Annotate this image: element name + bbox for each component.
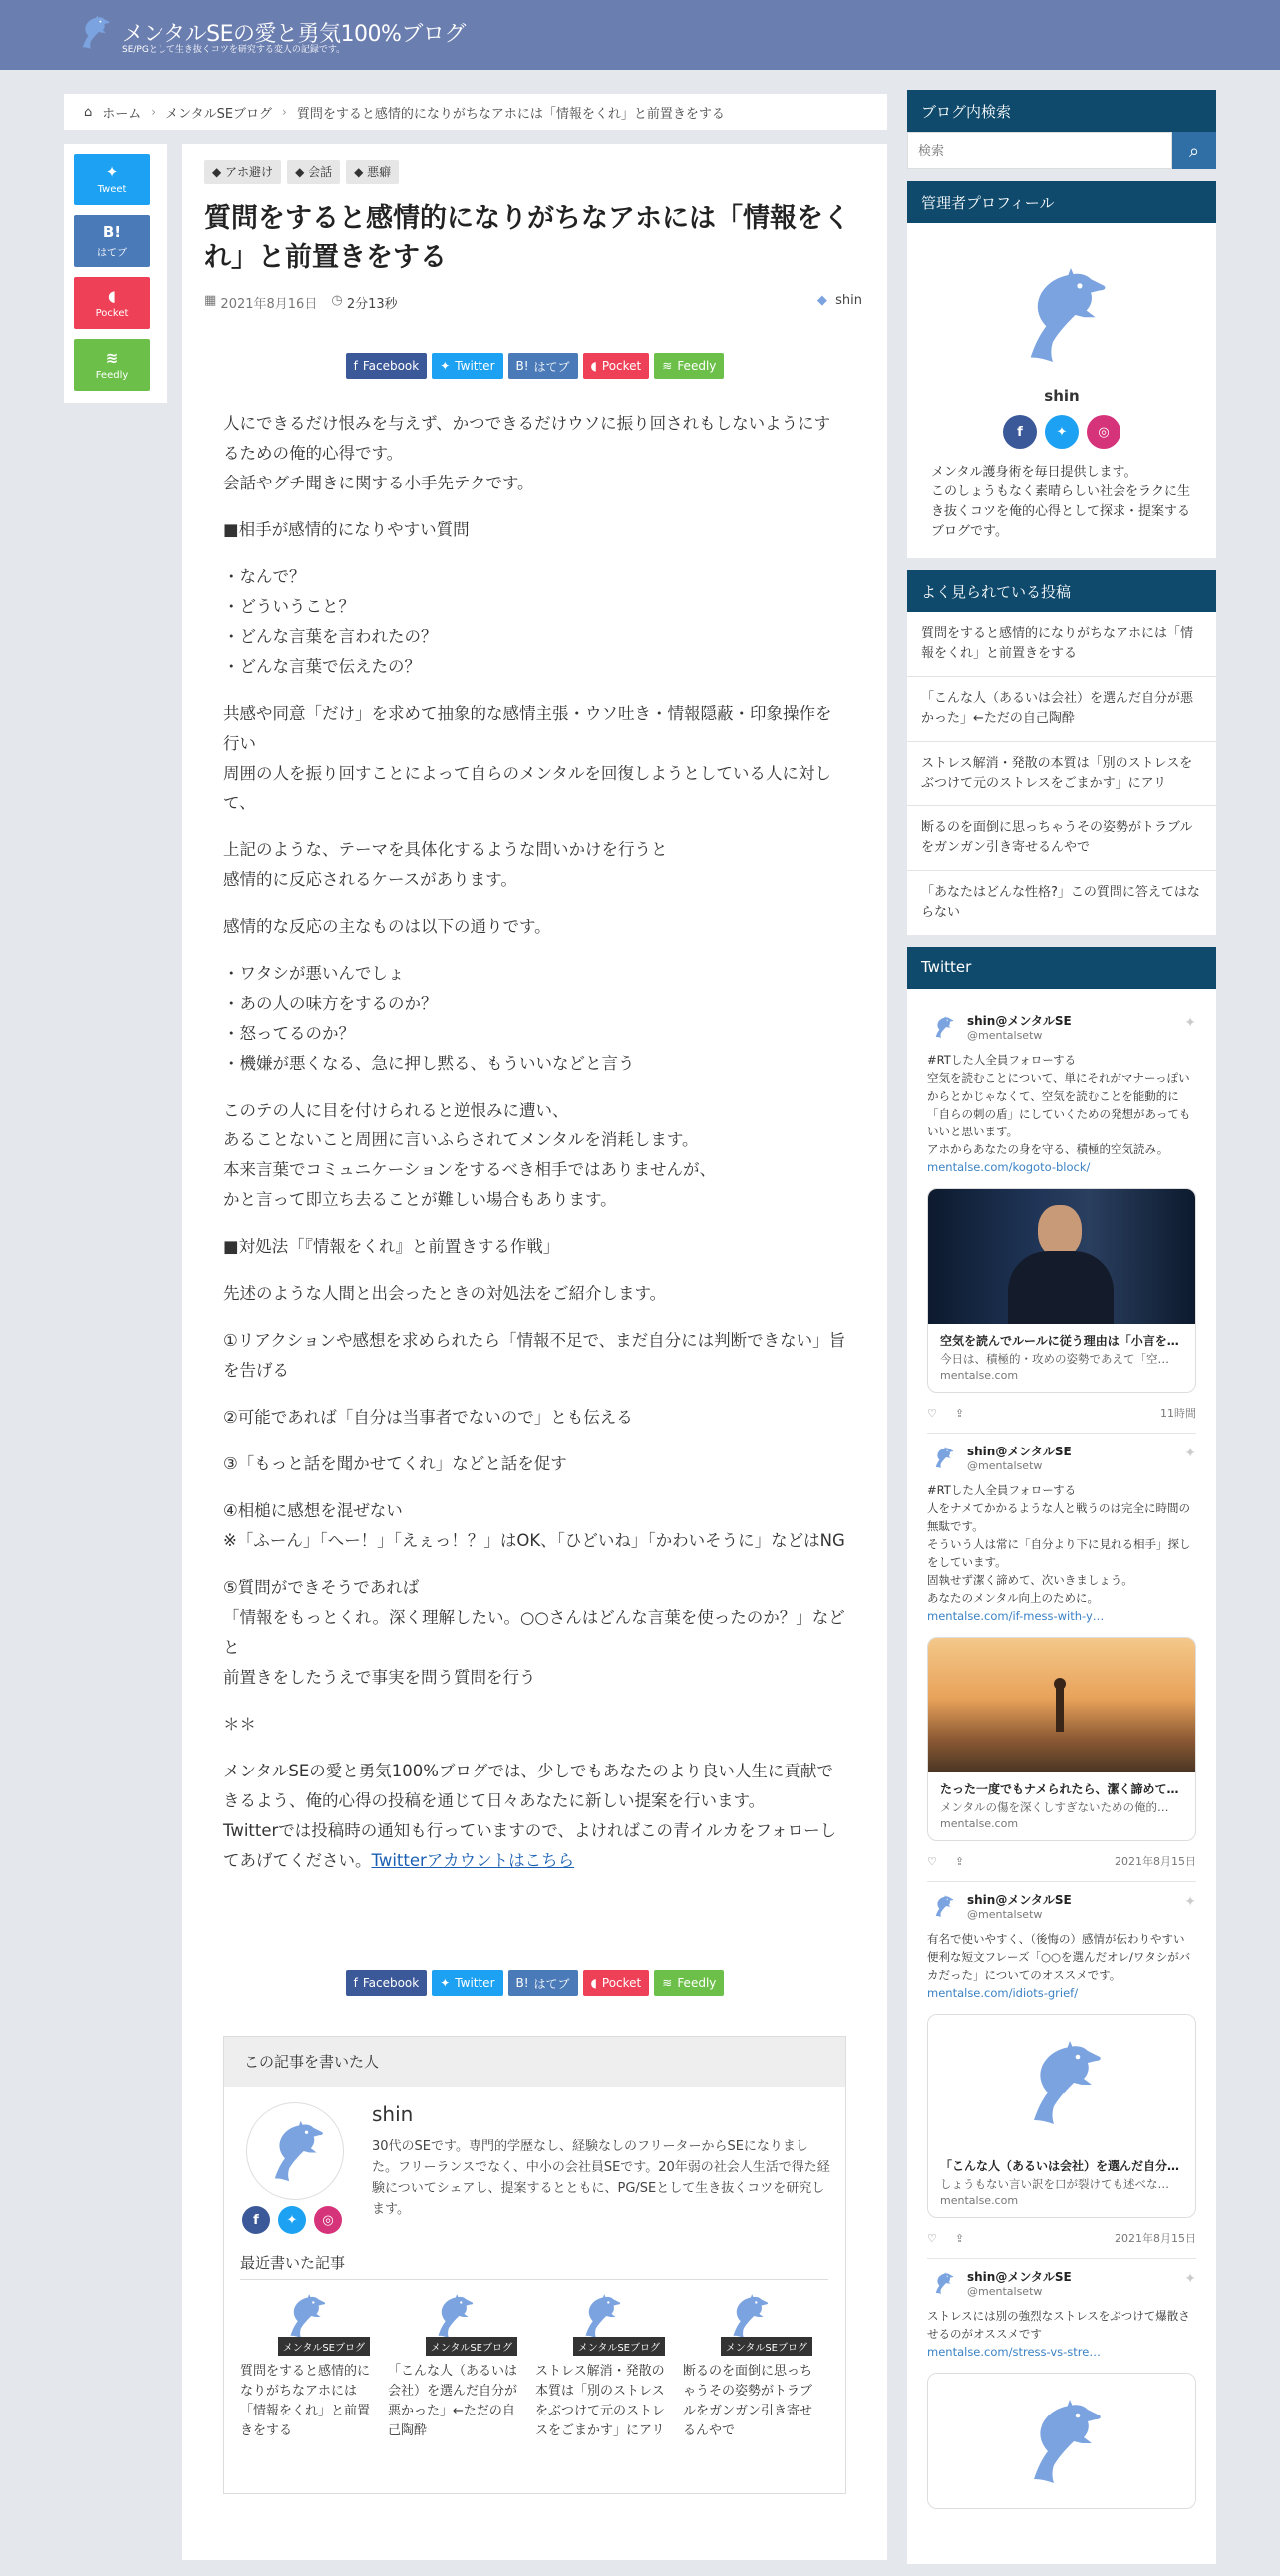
twitter-icon: ✦	[440, 359, 451, 373]
twitter-icon: ✦	[440, 1976, 451, 1990]
tag-link[interactable]: ◆ 悪癖	[346, 160, 399, 184]
recent-post-title[interactable]: 断るのを面倒に思っちゃうその姿勢がトラブルをガンガン引き寄せるんやで	[683, 2364, 813, 2438]
home-icon: ⌂	[84, 104, 93, 120]
tweet-link[interactable]: mentalse.com/stress-vs-stre…	[927, 2345, 1101, 2359]
closing-paragraph: メンタルSEの愛と勇気100%ブログでは、少しでもあなたのより良い人生に貢献できるよう、俺的心得の投稿を通じて日々あなたに新しい提案を行います。 Twitterでは投稿時の通知も行っていますので、よければこの青イルカをフォローしてあげてください。Twitterアカウントはこちら	[223, 1762, 837, 1870]
card-image-sunset	[928, 1638, 1195, 1772]
author-social-links	[242, 2206, 342, 2234]
article-body	[223, 409, 846, 1893]
twitter-bird-icon[interactable]: ✦	[1184, 1015, 1196, 1031]
article-meta	[204, 293, 862, 312]
card-image-dolphin	[928, 2374, 1195, 2508]
feedly-share-button[interactable]: ≋ Feedly	[654, 1970, 724, 1996]
category-badge: メンタルSEブログ	[426, 2337, 517, 2356]
facebook-icon[interactable]: f	[1003, 415, 1037, 449]
paragraph: ■対処法「『情報をくれ』と前置きする作戦」	[223, 1237, 560, 1256]
search-widget	[907, 90, 1216, 169]
tweet-handle[interactable]: @mentalsetw	[967, 1908, 1043, 1921]
paragraph: ・ワタシが悪いんでしょ ・あの人の味方をするのか？ ・怒ってるのか？ ・機嫌が悪くなる、急に押し黙る、もういいなどと言う	[223, 964, 635, 1073]
recent-post-thumbnail	[535, 2290, 665, 2358]
twitter-bird-icon[interactable]: ✦	[1184, 1894, 1196, 1910]
tweet-avatar[interactable]	[927, 1890, 959, 1922]
hatena-share-button[interactable]: B! はてブ	[508, 353, 578, 379]
hatena-share-button[interactable]: B! はてブ	[74, 215, 150, 267]
dolphin-avatar-icon	[1002, 259, 1121, 371]
card-title: 「こんな人（あるいは会社）を選んだ自分…	[940, 2159, 1180, 2173]
feedly-share-button[interactable]: ≋ Feedly	[654, 353, 724, 379]
heart-icon[interactable]: ♡	[927, 1854, 937, 1868]
category-badge: メンタルSEブログ	[573, 2337, 665, 2356]
popular-heading: よく見られている投稿	[907, 570, 1216, 612]
tweet-handle[interactable]: @mentalsetw	[967, 1459, 1043, 1472]
tag-link[interactable]: ◆ アホ避け	[204, 160, 281, 184]
card-desc: 今日は、積極的・攻めの姿勢であえて「空…	[940, 1352, 1169, 1366]
tweet-link[interactable]: mentalse.com/idiots-grief/	[927, 1986, 1079, 2000]
card-title: たった一度でもナメられたら、潔く諦めて…	[940, 1782, 1179, 1796]
recent-posts	[240, 2290, 838, 2441]
paragraph: 共感や同意「だけ」を求めて抽象的な感情主張・ウソ吐き・情報隠蔽・印象操作を行い 周囲の人を振り回すことによって自らのメンタルを回復しようとしている人に対して、	[223, 704, 832, 812]
tweet[interactable]	[927, 1882, 1196, 2259]
feedly-share-button[interactable]: ≋ Feedly	[74, 339, 150, 391]
tweet[interactable]	[927, 2259, 1196, 2521]
recent-post[interactable]	[240, 2290, 370, 2441]
dolphin-logo-icon	[72, 12, 116, 52]
tag-icon: ◆	[354, 165, 368, 179]
recent-post[interactable]	[683, 2290, 812, 2441]
tweet-link-card[interactable]	[927, 2014, 1196, 2218]
tweet-time[interactable]: 2021年8月15日	[1115, 1855, 1196, 1868]
category-badge: メンタルSEブログ	[278, 2337, 370, 2356]
paragraph: ①リアクションや感想を求められたら「情報不足で、まだ自分には判断できない」旨を告げる	[223, 1331, 846, 1380]
tweet-text: #RTした人全員フォローする 人をナメてかかるような人と戦うのは完全に時間の無駄です。 そういう人は常に「自分より下に見れる相手」探しをしています。 固執せず潔く諦めて、次いきましょう。 あなたのメンタル向上のために。 mentalse.com/if-mess-with-y…	[927, 1483, 1191, 1623]
paragraph: 感情的な反応の主なものは以下の通りです。	[223, 917, 551, 936]
twitter-timeline	[907, 989, 1216, 2564]
popular-post-link[interactable]: 質問をすると感情的になりがちなアホには「情報をくれ」と前置きをする	[907, 612, 1216, 677]
search-icon: ⌕	[1188, 140, 1200, 161]
twitter-widget	[907, 947, 1216, 2564]
twitter-icon[interactable]: ✦	[1045, 415, 1079, 449]
breadcrumb-category[interactable]: メンタルSEブログ	[165, 106, 273, 122]
popular-post-link[interactable]: 「あなたはどんな性格?」この質問に答えてはならない	[921, 885, 1200, 920]
facebook-share-button[interactable]: f Facebook	[346, 353, 428, 379]
read-time: 2分13秒	[346, 297, 398, 312]
pocket-icon: ◖	[590, 359, 597, 373]
twitter-icon[interactable]: ✦	[278, 2206, 306, 2234]
tweet[interactable]	[927, 1003, 1196, 1434]
feedly-icon: ≋	[662, 1976, 673, 1990]
card-domain: mentalse.com	[940, 1817, 1019, 1830]
pocket-share-button[interactable]: ◖ Pocket	[74, 277, 150, 329]
paragraph: ＊＊	[223, 1715, 256, 1734]
heart-icon[interactable]: ♡	[927, 2231, 937, 2245]
profile-desc: メンタル護身術を毎日提供します。 このしょうもなく素晴らしい社会をラクに生き抜くコツを俺的心得として探求・提案するブログです。	[931, 465, 1191, 539]
share-bar-top	[182, 353, 887, 379]
calendar-icon: ▦	[204, 293, 221, 308]
feedly-icon: ≋	[662, 359, 673, 373]
tweet-author-name[interactable]: shin@メンタルSE	[967, 1014, 1072, 1028]
facebook-share-button[interactable]: f Facebook	[346, 1970, 428, 1996]
paragraph: ・なんで？ ・どういうこと？ ・どんな言葉を言われたの？ ・どんな言葉で伝えたの？	[223, 567, 438, 676]
profile-widget	[907, 181, 1216, 558]
twitter-share-button[interactable]: ✦ Twitter	[432, 1970, 502, 1996]
author-box-desc: 30代のSEです。専門的学歴なし、経験なしのフリーターからSEになりました。フリーランスでなく、中小の会社員SEです。20年弱の社会人生活で得た経験についてシェアし、提案するとともに、PG/SEとして生き抜くコツを研究します。	[372, 2139, 830, 2217]
profile-heading: 管理者プロフィール	[907, 181, 1216, 223]
dolphin-icon	[572, 2290, 628, 2342]
share-bar-bottom	[182, 1970, 887, 1996]
breadcrumb-home[interactable]: ホーム	[102, 106, 142, 122]
breadcrumb	[64, 94, 887, 130]
recent-post[interactable]	[535, 2290, 665, 2441]
twitter-icon: ✦	[105, 163, 119, 181]
share-icon[interactable]: ⇪	[954, 2231, 965, 2245]
tweet-time[interactable]: 2021年8月15日	[1115, 2232, 1196, 2245]
instagram-icon[interactable]: ◎	[1087, 415, 1120, 449]
twitter-share-button[interactable]: ✦ Twitter	[432, 353, 502, 379]
card-domain: mentalse.com	[940, 2194, 1019, 2207]
tweet-link-card[interactable]	[927, 1637, 1196, 1841]
author-box-name: shin	[372, 2102, 414, 2126]
recent-post-title[interactable]: 「こんな人（あるいは会社）を選んだ自分が悪かった」←ただの自己陶酔	[388, 2364, 518, 2438]
pocket-share-button[interactable]: ◖ Pocket	[583, 353, 650, 379]
tweet-share-button[interactable]: ✦ Tweet	[74, 154, 150, 205]
popular-post-link[interactable]: 「こんな人（あるいは会社）を選んだ自分が悪かった」←ただの自己陶酔	[907, 677, 1216, 742]
share-icon[interactable]: ⇪	[954, 1854, 965, 1868]
author-name[interactable]: ◆ shin	[816, 293, 862, 308]
popular-post-link[interactable]: 断るのを面倒に思っちゃうその姿勢がトラブルをガンガン引き寄せるんやで	[907, 806, 1216, 871]
author-box-heading: この記事を書いた人	[224, 2037, 845, 2087]
card-image-dolphin	[928, 2015, 1195, 2149]
paragraph: 人にできるだけ恨みを与えず、かつできるだけウソに振り回されもしないようにするための俺的心得です。 会話やグチ聞きに関する小手先テクです。	[223, 414, 831, 492]
paragraph: 上記のような、テーマを具体化するような問いかけを行うと 感情的に反応されるケースがあります。	[223, 840, 668, 889]
paragraph: ⑤質問ができそうであれば 「情報をもっとくれ。深く理解したい。○○さんはどんな言葉を使ったのか？」などと 前置きをしたうえで事実を問う質問を行う	[223, 1578, 845, 1687]
recent-post-thumbnail	[388, 2290, 517, 2358]
recent-posts-heading: 最近書いた記事	[240, 2252, 828, 2280]
dolphin-icon	[259, 2115, 331, 2187]
paragraph: このテの人に目を付けられると逆恨みに遭い、 あることないこと周囲に言いふらされてメンタルを消耗します。 本来言葉でコミュニケーションをするべき相手ではありませんが、 かと言って即立ち去ることが難しい場合もあります。	[223, 1101, 717, 1209]
share-icon[interactable]: ⇪	[954, 1406, 965, 1420]
recent-post-title[interactable]: ストレス解消・発散の本質は「別のストレスをぶつけて元のストレスをごまかす」にアリ	[535, 2364, 666, 2438]
tweet-link-card[interactable]	[927, 1188, 1196, 1393]
tweet-link[interactable]: mentalse.com/if-mess-with-y…	[927, 1609, 1105, 1623]
paragraph: 先述のような人間と出会ったときの対処法をご紹介します。	[223, 1284, 667, 1303]
sidebar	[907, 90, 1216, 2576]
paragraph: ②可能であれば「自分は当事者でないので」とも伝える	[223, 1408, 633, 1427]
vertical-share-bar	[64, 144, 167, 403]
chevron-right-icon: ›	[151, 105, 157, 119]
card-domain: mentalse.com	[940, 1369, 1019, 1382]
dolphin-icon	[720, 2290, 776, 2342]
site-tagline: SE/PGとして生き抜くコツを研究する変人の記録です。	[122, 45, 346, 55]
twitter-bird-icon[interactable]: ✦	[1184, 1446, 1196, 1461]
dolphin-icon	[277, 2290, 333, 2342]
tweet-avatar[interactable]	[927, 2267, 959, 2299]
hatena-icon: B!	[515, 1976, 529, 1990]
search-button[interactable]	[1172, 132, 1216, 169]
profile-social-links	[927, 415, 1196, 449]
paragraph: ③「もっと話を聞かせてくれ」などと話を促す	[223, 1454, 567, 1473]
recent-post-title[interactable]: 質問をすると感情的になりがちなアホには「情報をくれ」と前置きをする	[240, 2364, 371, 2438]
clock-icon: ◷	[331, 293, 347, 308]
tweet[interactable]	[927, 1434, 1196, 1882]
pocket-icon: ◖	[108, 287, 116, 305]
post-date: 2021年8月16日	[220, 297, 318, 312]
tweet-author-name[interactable]: shin@メンタルSE	[967, 1893, 1072, 1907]
tweet-text: 有名で使いやすく、（後悔の）感情が伝わりやすい便利な短文フレーズ「○○を選んだオレ/ワタシがバカだった」についてのオススメです。 mentalse.com/idiots-grief/	[927, 1932, 1191, 2000]
search-input[interactable]	[907, 132, 1172, 169]
tweet-text: #RTした人全員フォローする 空気を読むことについて、単にそれがマナーっぽいからとかじゃなくて、空気を読むことを能動的に「自らの刺の盾」にしていくための発想があってもいいと思います。 アホからあなたの身を守る、積極的空気読み。 mentalse.com/kogoto-block/	[927, 1053, 1191, 1174]
dolphin-icon	[930, 1014, 956, 1040]
facebook-icon[interactable]: f	[242, 2206, 270, 2234]
search-heading: ブログ内検索	[907, 90, 1216, 132]
tweet-avatar[interactable]	[927, 1442, 959, 1473]
tweet-time[interactable]: 11時間	[1160, 1407, 1196, 1420]
dolphin-icon	[425, 2290, 480, 2342]
twitter-heading: Twitter	[907, 947, 1216, 989]
recent-post-thumbnail	[240, 2290, 370, 2358]
tweet-link[interactable]: mentalse.com/kogoto-block/	[927, 1160, 1091, 1174]
heart-icon[interactable]: ♡	[927, 1406, 937, 1420]
recent-post-thumbnail	[683, 2290, 812, 2358]
feedly-icon: ≋	[105, 349, 119, 367]
dolphin-icon	[930, 2270, 956, 2296]
dolphin-icon	[930, 1893, 956, 1919]
site-title[interactable]: メンタルSEの愛と勇気100%ブログ	[122, 21, 466, 47]
tweet-author-name[interactable]: shin@メンタルSE	[967, 2270, 1072, 2284]
paragraph: ④相槌に感想を混ぜない ※「ふーん」「へー！」「えぇっ！？」はOK、「ひどいね」「かわいそうに」などはNG	[223, 1501, 845, 1550]
category-badge: メンタルSEブログ	[721, 2337, 812, 2356]
tag-icon: ◆	[295, 165, 309, 179]
site-header	[0, 0, 1280, 70]
facebook-icon: f	[353, 1976, 358, 1990]
tag-link[interactable]: ◆ 会話	[287, 160, 340, 184]
dolphin-icon	[1012, 2033, 1112, 2132]
twitter-account-link[interactable]: Twitterアカウントはこちら	[371, 1851, 575, 1870]
tweet-link-card[interactable]	[927, 2373, 1196, 2509]
tweet-author-name[interactable]: shin@メンタルSE	[967, 1445, 1072, 1458]
hatena-icon: B!	[102, 223, 122, 241]
tweet-handle[interactable]: @mentalsetw	[967, 1029, 1043, 1042]
author-avatar[interactable]	[246, 2102, 344, 2200]
card-title: 空気を読んでルールに従う理由は「小言を…	[940, 1334, 1179, 1348]
hatena-icon: B!	[515, 359, 529, 373]
tweet-handle[interactable]: @mentalsetw	[967, 2285, 1043, 2298]
card-image-man	[928, 1189, 1195, 1324]
dolphin-icon	[1012, 2392, 1112, 2491]
popular-posts-widget	[907, 570, 1216, 935]
author-box	[223, 2036, 846, 2494]
dolphin-icon	[930, 1445, 956, 1470]
pocket-share-button[interactable]: ◖ Pocket	[583, 1970, 650, 1996]
breadcrumb-current: 質問をすると感情的になりがちなアホには「情報をくれ」と前置きをする	[296, 106, 725, 122]
recent-post[interactable]	[388, 2290, 517, 2441]
article-title: 質問をすると感情的になりがちなアホには「情報をくれ」と前置きをする	[204, 203, 850, 274]
profile-name: shin	[1044, 387, 1080, 405]
tweet-text: ストレスには別の強烈なストレスをぶつけて爆散させるのがオススメです mentalse.com/stress-vs-stre…	[927, 2309, 1190, 2359]
article-tags	[204, 160, 399, 184]
instagram-icon[interactable]: ◎	[314, 2206, 342, 2234]
paragraph: ■相手が感情的になりやすい質問	[223, 520, 470, 539]
card-desc: しょうもない言い訳を口が裂けても述べな…	[940, 2177, 1169, 2191]
popular-post-link[interactable]: ストレス解消・発散の本質は「別のストレスをぶつけて元のストレスをごまかす」にアリ	[907, 742, 1216, 806]
chevron-right-icon: ›	[282, 105, 287, 119]
article-main	[182, 144, 887, 2560]
tweet-avatar[interactable]	[927, 1011, 959, 1043]
tag-icon: ◆	[212, 165, 226, 179]
facebook-icon: f	[353, 359, 358, 373]
hatena-share-button[interactable]: B! はてブ	[508, 1970, 578, 1996]
twitter-bird-icon[interactable]: ✦	[1184, 2271, 1196, 2287]
pocket-icon: ◖	[590, 1976, 597, 1990]
card-desc: メンタルの傷を深くしすぎないための俺的…	[940, 1800, 1169, 1814]
author-dolphin-icon: ◆	[816, 293, 836, 308]
